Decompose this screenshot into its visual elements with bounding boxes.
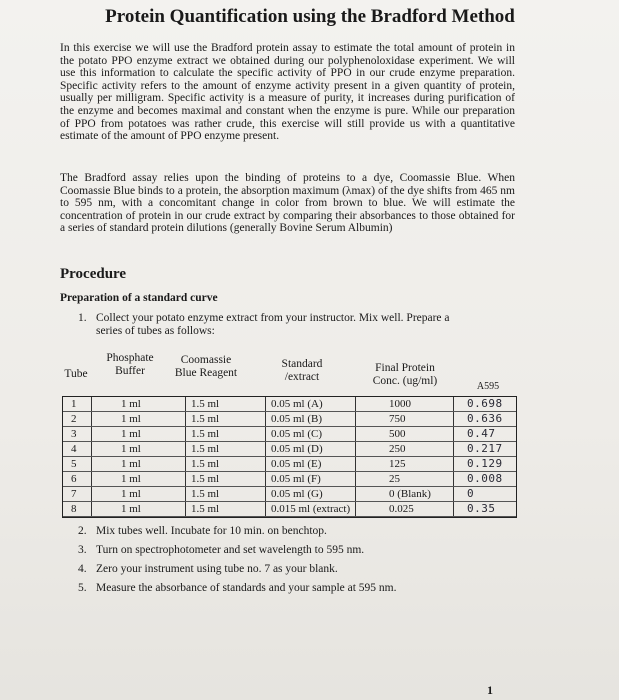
cell-tube: 7 bbox=[71, 488, 77, 500]
header-absorbance: A595 bbox=[476, 381, 500, 392]
bradford-paragraph: The Bradford assay relies upon the binding of proteins to a dye, Coomassie Blue. When Coomassie Blue binds to a protein, the absorption maximum (λmax) of the dye shifts from 465 nm to 595 nm, with a concomitant change in color from brown to blue. We will estimate the concentration of protein in our crude extract by comparing their absorbances to those obtained for a series of standard protein dilutions (generally Bovine Serum Albumin) bbox=[60, 172, 515, 235]
step-number: 3. bbox=[78, 544, 87, 556]
cell-buffer: 1 ml bbox=[121, 428, 141, 440]
cell-standard: 0.05 ml (F) bbox=[271, 473, 321, 485]
header-phosphate-line2: Buffer bbox=[115, 365, 145, 377]
cell-conc: 500 bbox=[389, 428, 406, 440]
cell-abs: 0.217 bbox=[467, 442, 503, 455]
cell-conc: 25 bbox=[389, 473, 400, 485]
cell-buffer: 1 ml bbox=[121, 443, 141, 455]
cell-abs: 0 bbox=[467, 487, 475, 500]
header-standard-line2: /extract bbox=[284, 371, 320, 383]
table-row bbox=[63, 412, 516, 427]
cell-abs: 0.129 bbox=[467, 457, 503, 470]
cell-tube: 1 bbox=[71, 398, 77, 410]
intro-paragraph: In this exercise we will use the Bradford protein assay to estimate the total amount of protein in the potato PPO enzyme extract we obtained during our polyphenoloxidase experiment. We will use this information to calculate the specific activity of PPO in our crude enzyme preparation. Specific activity refers to the amount of enzyme activity present in a given quantity of protein, usually per milligram. Specific activity is a measure of purity, it increases during purification of the enzyme and becomes maximal and constant when the enzyme is pure. While our preparation of PPO from potatoes was rather crude, this exercise will still provide us with a quantitative estimate of the amount of PPO enzyme present. bbox=[60, 42, 515, 143]
table-row bbox=[63, 487, 516, 502]
header-standard-line1: Standard bbox=[281, 358, 323, 370]
page-title: Protein Quantification using the Bradford Method bbox=[105, 6, 515, 27]
cell-buffer: 1 ml bbox=[121, 398, 141, 410]
cell-buffer: 1 ml bbox=[121, 503, 141, 515]
table-row bbox=[63, 427, 516, 442]
table-row bbox=[63, 472, 516, 487]
cell-tube: 3 bbox=[71, 428, 77, 440]
cell-standard: 0.015 ml (extract) bbox=[271, 503, 351, 515]
cell-standard: 0.05 ml (C) bbox=[271, 428, 323, 440]
header-phosphate-line1: Phosphate bbox=[106, 352, 154, 364]
cell-tube: 6 bbox=[71, 473, 77, 485]
cell-standard: 0.05 ml (D) bbox=[271, 443, 323, 455]
cell-buffer: 1 ml bbox=[121, 473, 141, 485]
cell-abs: 0.698 bbox=[467, 397, 503, 410]
cell-conc: 125 bbox=[389, 458, 406, 470]
cell-standard: 0.05 ml (G) bbox=[271, 488, 323, 500]
header-phosphate-buffer bbox=[94, 352, 166, 378]
cell-conc: 0 (Blank) bbox=[389, 488, 431, 500]
page-number: 1 bbox=[487, 683, 493, 697]
cell-standard: 0.05 ml (A) bbox=[271, 398, 323, 410]
cell-reagent: 1.5 ml bbox=[191, 473, 220, 485]
cell-tube: 2 bbox=[71, 413, 77, 425]
procedure-heading: Procedure bbox=[60, 266, 127, 282]
cell-buffer: 1 ml bbox=[121, 488, 141, 500]
cell-abs: 0.008 bbox=[467, 472, 503, 485]
cell-conc: 750 bbox=[389, 413, 406, 425]
cell-reagent: 1.5 ml bbox=[191, 443, 220, 455]
step-text: Zero your instrument using tube no. 7 as your blank. bbox=[96, 563, 338, 575]
step-number: 4. bbox=[78, 563, 87, 575]
step-text: Turn on spectrophotometer and set wavelength to 595 nm. bbox=[96, 544, 365, 556]
cell-abs: 0.636 bbox=[467, 412, 503, 425]
header-tube: Tube bbox=[64, 368, 88, 380]
step-5 bbox=[78, 579, 518, 598]
cell-tube: 8 bbox=[71, 503, 77, 515]
table-row bbox=[63, 457, 516, 472]
step-text: Measure the absorbance of standards and your sample at 595 nm. bbox=[96, 582, 397, 594]
step-1-line-2: series of tubes as follows: bbox=[96, 325, 215, 337]
step-1-line-1: Collect your potato enzyme extract from your instructor. Mix well. Prepare a bbox=[96, 312, 450, 324]
cell-buffer: 1 ml bbox=[121, 413, 141, 425]
table-row bbox=[63, 502, 516, 517]
table-row bbox=[63, 397, 516, 412]
cell-conc: 250 bbox=[389, 443, 406, 455]
cell-conc: 0.025 bbox=[389, 503, 414, 515]
cell-reagent: 1.5 ml bbox=[191, 503, 220, 515]
header-standard-extract bbox=[262, 358, 342, 384]
cell-reagent: 1.5 ml bbox=[191, 428, 220, 440]
header-coomassie-line2: Blue Reagent bbox=[174, 367, 238, 379]
step-number: 1. bbox=[78, 312, 87, 324]
step-text: Mix tubes well. Incubate for 10 min. on benchtop. bbox=[96, 525, 327, 537]
header-final-line1: Final Protein bbox=[375, 362, 435, 374]
cell-reagent: 1.5 ml bbox=[191, 398, 220, 410]
header-final-line2: Conc. (ug/ml) bbox=[372, 375, 438, 387]
step-3 bbox=[78, 541, 518, 560]
header-coomassie bbox=[166, 354, 246, 380]
cell-tube: 4 bbox=[71, 443, 77, 455]
cell-reagent: 1.5 ml bbox=[191, 458, 220, 470]
header-final-protein bbox=[360, 362, 450, 388]
standard-curve-subheading: Preparation of a standard curve bbox=[60, 292, 218, 304]
cell-standard: 0.05 ml (E) bbox=[271, 458, 322, 470]
cell-reagent: 1.5 ml bbox=[191, 488, 220, 500]
remaining-steps bbox=[78, 522, 518, 598]
cell-abs: 0.47 bbox=[467, 427, 496, 440]
step-4 bbox=[78, 560, 518, 579]
step-2 bbox=[78, 522, 518, 541]
header-coomassie-line1: Coomassie bbox=[180, 354, 232, 366]
step-number: 5. bbox=[78, 582, 87, 594]
cell-conc: 1000 bbox=[389, 398, 411, 410]
cell-standard: 0.05 ml (B) bbox=[271, 413, 323, 425]
step-1 bbox=[78, 312, 518, 338]
cell-tube: 5 bbox=[71, 458, 77, 470]
table-row bbox=[63, 442, 516, 457]
cell-abs: 0.35 bbox=[467, 502, 496, 515]
cell-buffer: 1 ml bbox=[121, 458, 141, 470]
standard-curve-table bbox=[62, 396, 517, 518]
step-number: 2. bbox=[78, 525, 87, 537]
cell-reagent: 1.5 ml bbox=[191, 413, 220, 425]
